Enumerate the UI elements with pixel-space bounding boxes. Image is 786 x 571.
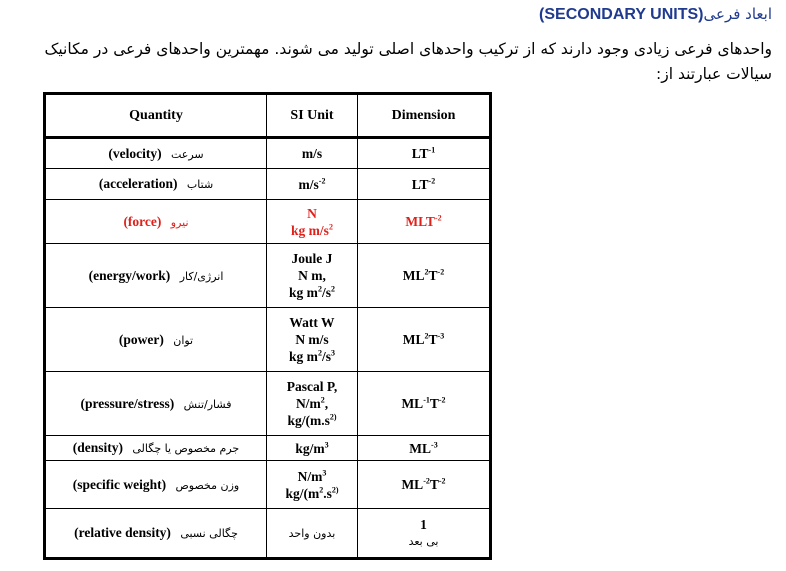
quantity-cell: [45, 308, 267, 372]
quantity-cell: [45, 509, 267, 559]
unit-line: kg $m^2/s^2$: [289, 284, 335, 300]
unit-line: N m,: [298, 268, 326, 283]
unit-cell: [267, 372, 358, 436]
table-row: [45, 138, 491, 169]
quantity-cell: [45, 244, 267, 308]
dimension-cell: [358, 509, 491, 559]
heading-persian: ابعاد فرعی: [703, 5, 772, 23]
quantity-english: (force): [123, 213, 162, 229]
unit-cell: [267, 244, 358, 308]
section-heading: [72, 4, 772, 24]
dimension-cell: $LT^{-2}$: [358, 169, 491, 200]
table-header-row: [45, 94, 491, 138]
table-row: [45, 200, 491, 244]
quantity-english: (relative density): [74, 525, 171, 540]
quantity-english: (density): [72, 440, 124, 455]
heading-english: (SECONDARY UNITS): [539, 6, 704, 23]
dimension-cell: $ML^2T^{-2}$: [358, 244, 491, 308]
unit-line: Watt W: [289, 315, 335, 330]
quantity-english: (power): [118, 331, 164, 347]
unit-line: $kg/(m^2.s^{2)}$: [285, 485, 339, 501]
header-si-unit: SI Unit: [267, 94, 358, 138]
quantity-english: (pressure/stress): [80, 395, 175, 411]
unit-cell: [267, 461, 358, 509]
unit-line: m/s: [301, 146, 323, 161]
quantity-persian: فشار/تنش: [183, 397, 232, 411]
unit-line: kg $m^2/s^3$: [289, 348, 335, 364]
quantity-persian: نیرو: [170, 215, 189, 229]
header-quantity: Quantity: [45, 94, 267, 138]
secondary-units-table: [43, 92, 492, 560]
unit-cell: $kg/m^3$: [267, 436, 358, 461]
dimension-note: بی بعد: [408, 535, 439, 548]
quantity-persian: توان: [173, 333, 194, 347]
quantity-persian: شتاب: [186, 178, 214, 191]
dimension-value: 1: [420, 517, 427, 532]
intro-paragraph: واحدهای فرعی زیادی وجود دارند که از ترکیب واحدهای اصلی تولید می شوند. مهمترین واحدهای فرعی در مکانیک سیالات عبارتند از:: [44, 40, 772, 83]
dimension-cell: $ML^2T^{-3}$: [358, 308, 491, 372]
quantity-persian: چگالی نسبی: [180, 527, 238, 540]
unit-line: N: [307, 205, 317, 221]
quantity-persian: سرعت: [170, 147, 204, 161]
unit-cell: $m/s^{-2}$: [267, 169, 358, 200]
dimension-cell: $ML^{-1}T^{-2}$: [358, 372, 491, 436]
quantity-persian: وزن مخصوص: [175, 478, 240, 492]
unit-line: بدون واحد: [288, 527, 336, 540]
quantity-cell: [45, 169, 267, 200]
quantity-english: (acceleration): [98, 176, 178, 191]
table-row: [45, 509, 491, 559]
dimension-cell: $ML^{-2}T^{-2}$: [358, 461, 491, 509]
quantity-persian: جرم مخصوص یا چگالی: [132, 442, 240, 455]
quantity-cell: [45, 200, 267, 244]
dimension-cell: $MLT^{-2}$: [358, 200, 491, 244]
quantity-english: (velocity): [108, 145, 162, 161]
quantity-english: (specific weight): [72, 476, 167, 492]
header-dimension: Dimension: [358, 94, 491, 138]
table-row: [45, 372, 491, 436]
quantity-cell: [45, 138, 267, 169]
table-row: [45, 308, 491, 372]
unit-cell: [267, 509, 358, 559]
table-row: [45, 461, 491, 509]
quantity-cell: [45, 461, 267, 509]
unit-cell: [267, 308, 358, 372]
unit-line: Pascal P,: [286, 379, 338, 394]
unit-cell: [267, 200, 358, 244]
unit-line: $kg/(m.s^{2)}$: [287, 412, 337, 428]
quantity-cell: [45, 436, 267, 461]
unit-line: Joule J: [291, 251, 333, 266]
unit-cell: [267, 138, 358, 169]
dimension-cell: $ML^{-3}$: [358, 436, 491, 461]
unit-line: $N/m^2$,: [295, 395, 329, 411]
dimension-cell: $LT^{-1}$: [358, 138, 491, 169]
quantity-english: (energy/work): [88, 267, 171, 283]
quantity-persian: انرژی/کار: [179, 269, 224, 283]
table-row: [45, 169, 491, 200]
unit-line: $N/m^3$: [297, 468, 327, 484]
table-row: [45, 244, 491, 308]
unit-line: N m/s: [295, 332, 329, 347]
table-row: [45, 436, 491, 461]
quantity-cell: [45, 372, 267, 436]
unit-line: kg $m/s^2$: [291, 222, 333, 238]
